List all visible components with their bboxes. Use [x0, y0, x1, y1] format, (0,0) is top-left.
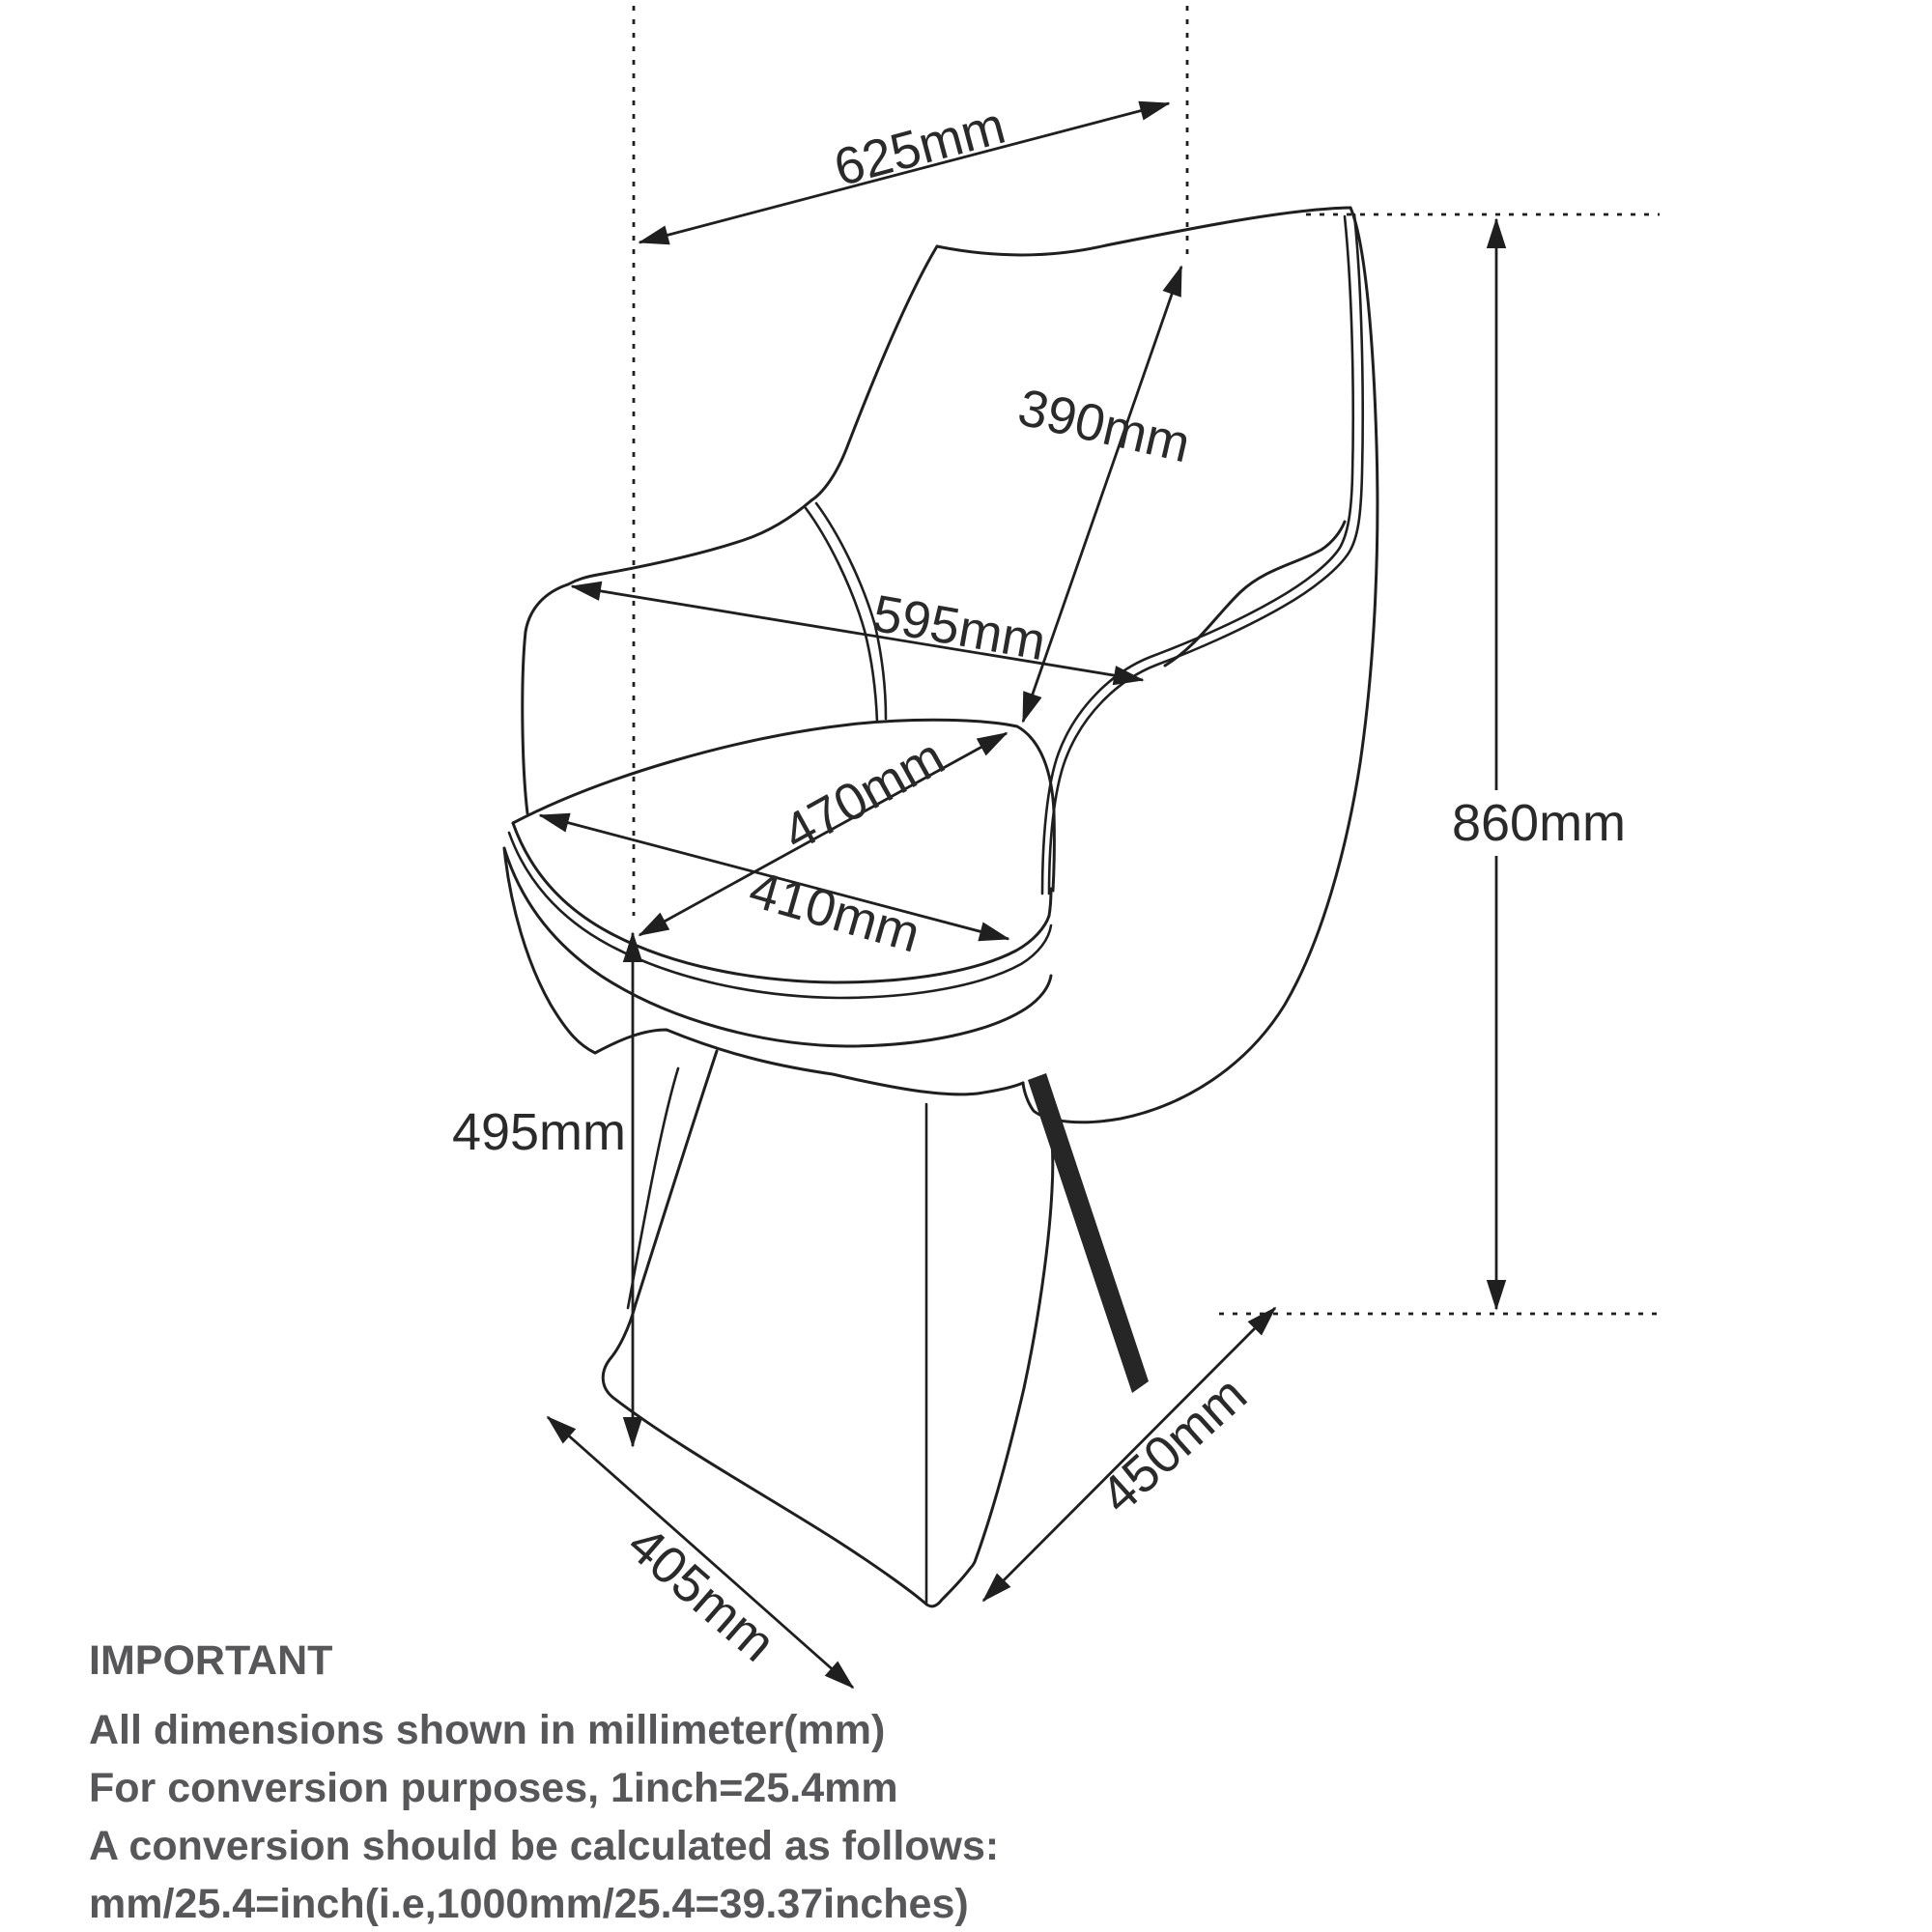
dim-label-625: 625mm [828, 96, 1011, 198]
dim-label-595: 595mm [868, 583, 1050, 672]
note-line-4: mm/25.4=inch(i.e,1000mm/25.4=39.37inches) [89, 1881, 969, 1927]
note-block [89, 1637, 999, 1927]
pedestal-left-crease [628, 1068, 678, 1308]
right-piping-inner [1042, 216, 1353, 894]
dim-label-410: 410mm [743, 860, 926, 964]
note-line-2: For conversion purposes, 1inch=25.4mm [89, 1765, 898, 1811]
dim-label-390: 390mm [1012, 378, 1196, 474]
note-line-3: A conversion should be calculated as follows: [89, 1823, 1000, 1869]
back-seam-piping-outer [806, 508, 877, 722]
note-line-1: All dimensions shown in millimeter(mm) [89, 1707, 886, 1753]
dim-label-495: 495mm [451, 1103, 626, 1161]
left-armrest-edge [523, 500, 811, 813]
note-title: IMPORTANT [89, 1637, 333, 1684]
backrest-left-edge [811, 246, 937, 500]
backrest-top-edge [937, 208, 1350, 255]
dim-label-470: 470mm [773, 727, 954, 863]
right-armrest-hump [1165, 522, 1345, 666]
dim-label-450: 450mm [1090, 1365, 1258, 1525]
pedestal-base-outline [603, 1051, 1053, 1606]
shell-right-silhouette [1023, 208, 1378, 1122]
dim-label-405: 405mm [616, 1515, 786, 1673]
dim-label-860: 860mm [1451, 794, 1627, 852]
dimension-line-595 [572, 583, 1143, 680]
